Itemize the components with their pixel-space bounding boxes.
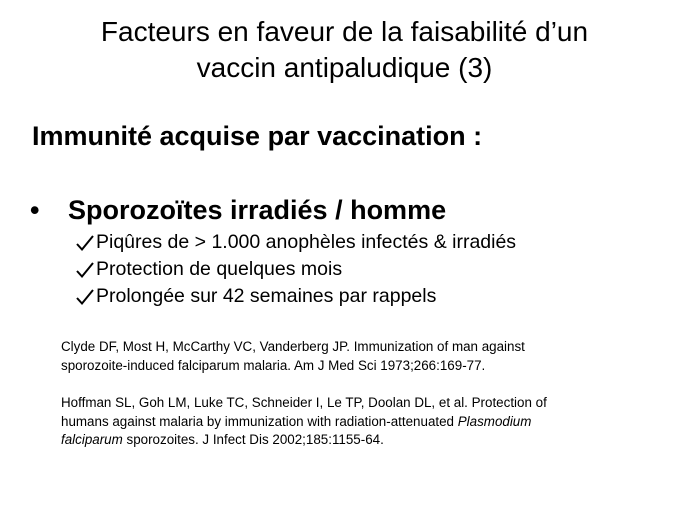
species-name-italic: falciparum [61,432,123,447]
check-item [75,283,516,310]
title-line-1: Facteurs en faveur de la faisabilité d’un [100,16,589,47]
bullet-marker: • [30,195,40,225]
slide-title [40,14,649,86]
check-item [75,256,516,283]
check-mark-icon [75,234,95,252]
check-item-text: Prolongée sur 42 semaines par rappels [96,285,437,307]
references [61,338,641,450]
main-bullet [30,193,446,227]
check-mark-icon [75,261,95,279]
species-name-italic: Plasmodium [457,413,532,429]
check-item [75,229,516,256]
title-line-2: vaccin antipaludique (3) [196,52,493,83]
check-item-text: Protection de quelques mois [96,258,343,280]
check-mark-icon [75,288,95,306]
main-bullet-text: Sporozoïtes irradiés / homme [68,195,447,225]
reference-line: Hoffman SL, Goh LM, Luke TC, Schneider I, Le TP, Doolan DL, et al. Protection of [61,395,547,410]
check-item-text: Piqûres de > 1.000 anophèles infectés & irradiés [96,231,517,253]
section-heading: Immunité acquise par vaccination : [32,121,483,151]
reference-line: sporozoite-induced falciparum malaria. Am J Med Sci 1973;266:169-77. [61,357,486,373]
check-list [75,229,516,310]
reference-clyde-1973 [61,338,641,375]
reference-line: humans against malaria by immunization with radiation-attenuated [61,413,458,429]
reference-hoffman-2002 [61,394,641,450]
reference-line: sporozoites. J Infect Dis 2002;185:1155-64. [122,432,384,447]
reference-line: Clyde DF, Most H, McCarthy VC, Vanderberg JP. Immunization of man against [61,339,525,354]
